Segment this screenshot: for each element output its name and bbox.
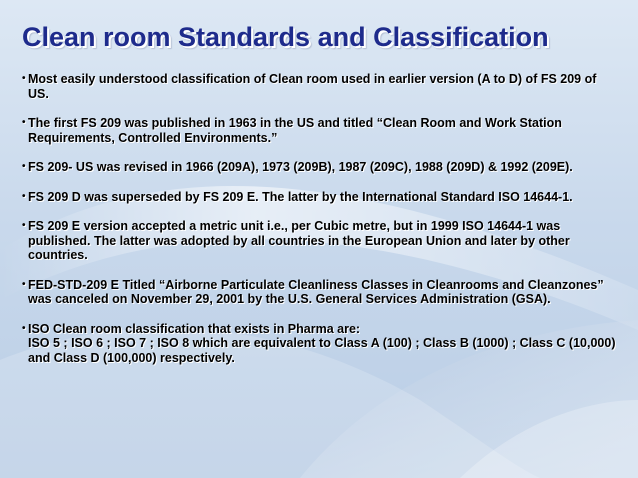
bullet-item: [22, 219, 620, 263]
bullet-text: FS 209 D was superseded by FS 209 E. The latter by the International Standard ISO 14644-1.: [28, 189, 573, 204]
bullet-glyph: •: [22, 161, 26, 172]
bullet-item: [22, 72, 620, 101]
bullet-continuation-text: ISO 5 ; ISO 6 ; ISO 7 ; ISO 8 which are equivalent to Class A (100) ; Class B (1000) ; Class C (10,000) and Class D (100,000) respectively.: [28, 336, 616, 365]
bullet-item: [22, 116, 620, 145]
bullet-text: FS 209 E version accepted a metric unit i.e., per Cubic metre, but in 1999 ISO 14644-1 was published. The latter was adopted by all countries in the European Union and later by other countries.: [28, 219, 570, 262]
bullet-item: [22, 160, 620, 175]
bullet-item: [22, 278, 620, 307]
bullet-glyph: •: [22, 322, 26, 334]
bullet-glyph: •: [22, 220, 26, 231]
bullet-text: FS 209- US was revised in 1966 (209A), 1973 (209B), 1987 (209C), 1988 (209D) & 1992 (209E).: [28, 160, 573, 174]
bullet-glyph: •: [22, 278, 26, 290]
bullet-text: FED-STD-209 E Titled “Airborne Particulate Cleanliness Classes in Cleanrooms and Cleanzones” was canceled on November 29, 2001 by the U.S. General Services Administration (GSA).: [28, 277, 604, 306]
bullet-item: [22, 190, 620, 205]
bullet-glyph: •: [22, 190, 26, 202]
bullet-glyph: •: [22, 117, 26, 128]
bullet-text: ISO Clean room classification that exists in Pharma are:: [28, 321, 361, 336]
slide-title: Clean room Standards and Classification: [22, 22, 549, 52]
bullet-text: The first FS 209 was published in 1963 in the US and titled “Clean Room and Work Station Requirements, Controlled Environments.”: [28, 116, 562, 145]
bullet-continuation: [22, 336, 620, 365]
bullet-glyph: •: [22, 73, 26, 84]
bullet-item: [22, 322, 620, 337]
bullet-list: [22, 72, 620, 365]
bullet-text: Most easily understood classification of Clean room used in earlier version (A to D) of FS 209 of US.: [28, 72, 597, 101]
